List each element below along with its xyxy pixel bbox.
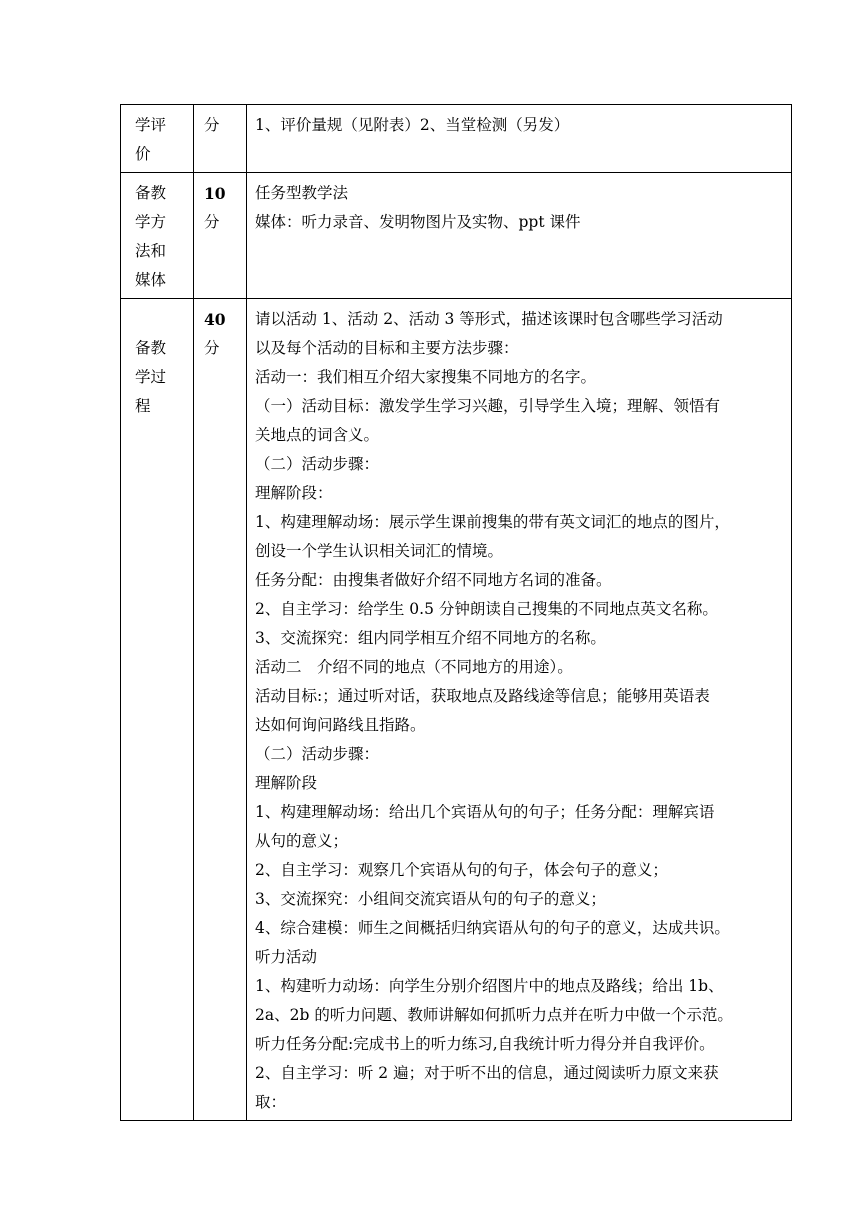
- content-line: 关地点的词含义。: [255, 426, 380, 444]
- row-label-line: [135, 305, 183, 334]
- content-line: （二）活动步骤：: [255, 745, 380, 763]
- content-line: 3、交流探究：组内同学相互介绍不同地方的名称。: [255, 629, 606, 647]
- time-cell: [194, 173, 247, 299]
- row-label-line: 法和: [135, 242, 167, 260]
- row-label-cell: [121, 105, 194, 173]
- content-line: 任务型教学法: [255, 184, 349, 202]
- row-label-line: 学过: [135, 368, 167, 386]
- row-label-line: 学评: [135, 116, 167, 134]
- content-line: 创设一个学生认识相关词汇的情境。: [255, 542, 504, 560]
- content-line: 活动目标:；通过听对话，获取地点及路线途等信息；能够用英语表: [255, 687, 710, 705]
- time-cell: [194, 299, 247, 1121]
- content-line: 4、综合建模：师生之间概括归纳宾语从句的句子的意义，达成共识。: [255, 919, 730, 937]
- content-line: 1、构建听力动场：向学生分别介绍图片中的地点及路线；给出 1b、: [255, 977, 724, 995]
- row-label-cell: [121, 173, 194, 299]
- content-line: （一）活动目标：激发学生学习兴趣，引导学生入境；理解、领悟有: [255, 397, 721, 415]
- content-line: （二）活动步骤：: [255, 455, 380, 473]
- content-line: 理解阶段：: [255, 484, 333, 502]
- content-line: 1、评价量规（见附表）2、当堂检测（另发）: [255, 116, 570, 134]
- content-line: 1、构建理解动场：给出几个宾语从句的句子；任务分配：理解宾语: [255, 803, 715, 821]
- content-cell: [247, 299, 792, 1121]
- row-label-cell: [121, 299, 194, 1121]
- content-line: 1、构建理解动场：展示学生课前搜集的带有英文词汇的地点的图片，: [255, 513, 730, 531]
- content-cell: [247, 173, 792, 299]
- content-line: 2a、2b 的听力问题、教师讲解如何抓听力点并在听力中做一个示范。: [255, 1006, 733, 1024]
- content-line: 听力活动: [255, 948, 318, 966]
- table-row-methods-media: [121, 173, 792, 299]
- content-line: 请以活动 1、活动 2、活动 3 等形式，描述该课时包含哪些学习活动: [255, 310, 723, 328]
- row-label-line: 程: [135, 397, 151, 415]
- content-line: 达如何询问路线且指路。: [255, 716, 426, 734]
- time-line: 分: [204, 339, 220, 357]
- row-label-line: 学方: [135, 213, 167, 231]
- content-line: 从句的意义；: [255, 832, 349, 850]
- time-line: 分: [204, 116, 220, 134]
- lesson-plan-table: [120, 104, 792, 1121]
- content-cell: [247, 105, 792, 173]
- table-row-evaluation: [121, 105, 792, 173]
- time-cell: [194, 105, 247, 173]
- content-line: 2、自主学习：听 2 遍；对于听不出的信息，通过阅读听力原文来获: [255, 1064, 719, 1082]
- content-line: 取：: [255, 1093, 287, 1111]
- content-line: 任务分配：由搜集者做好介绍不同地方名词的准备。: [255, 571, 612, 589]
- row-label-line: 备教: [135, 184, 167, 202]
- content-line: 2、自主学习：给学生 0.5 分钟朗读自己搜集的不同地点英文名称。: [255, 600, 718, 618]
- content-line: 以及每个活动的目标和主要方法步骤：: [255, 339, 519, 357]
- row-label-line: 备教: [135, 339, 167, 357]
- time-line: 40: [204, 310, 226, 329]
- row-label-line: 媒体: [135, 271, 167, 289]
- content-line: 活动二 介绍不同的地点（不同地方的用途）。: [255, 658, 573, 676]
- content-line: 2、自主学习：观察几个宾语从句的句子，体会句子的意义；: [255, 861, 668, 879]
- content-line: 活动一：我们相互介绍大家搜集不同地方的名字。: [255, 368, 597, 386]
- content-line: 听力任务分配:完成书上的听力练习,自我统计听力得分并自我评价。: [255, 1035, 715, 1053]
- content-line: 媒体：听力录音、发明物图片及实物、ppt 课件: [255, 213, 581, 231]
- table-row-teaching-process: [121, 299, 792, 1121]
- content-line: 理解阶段: [255, 774, 318, 792]
- content-line: 3、交流探究：小组间交流宾语从句的句子的意义；: [255, 890, 606, 908]
- time-line: 10: [204, 184, 226, 203]
- time-line: 分: [204, 213, 220, 231]
- row-label-line: 价: [135, 145, 151, 163]
